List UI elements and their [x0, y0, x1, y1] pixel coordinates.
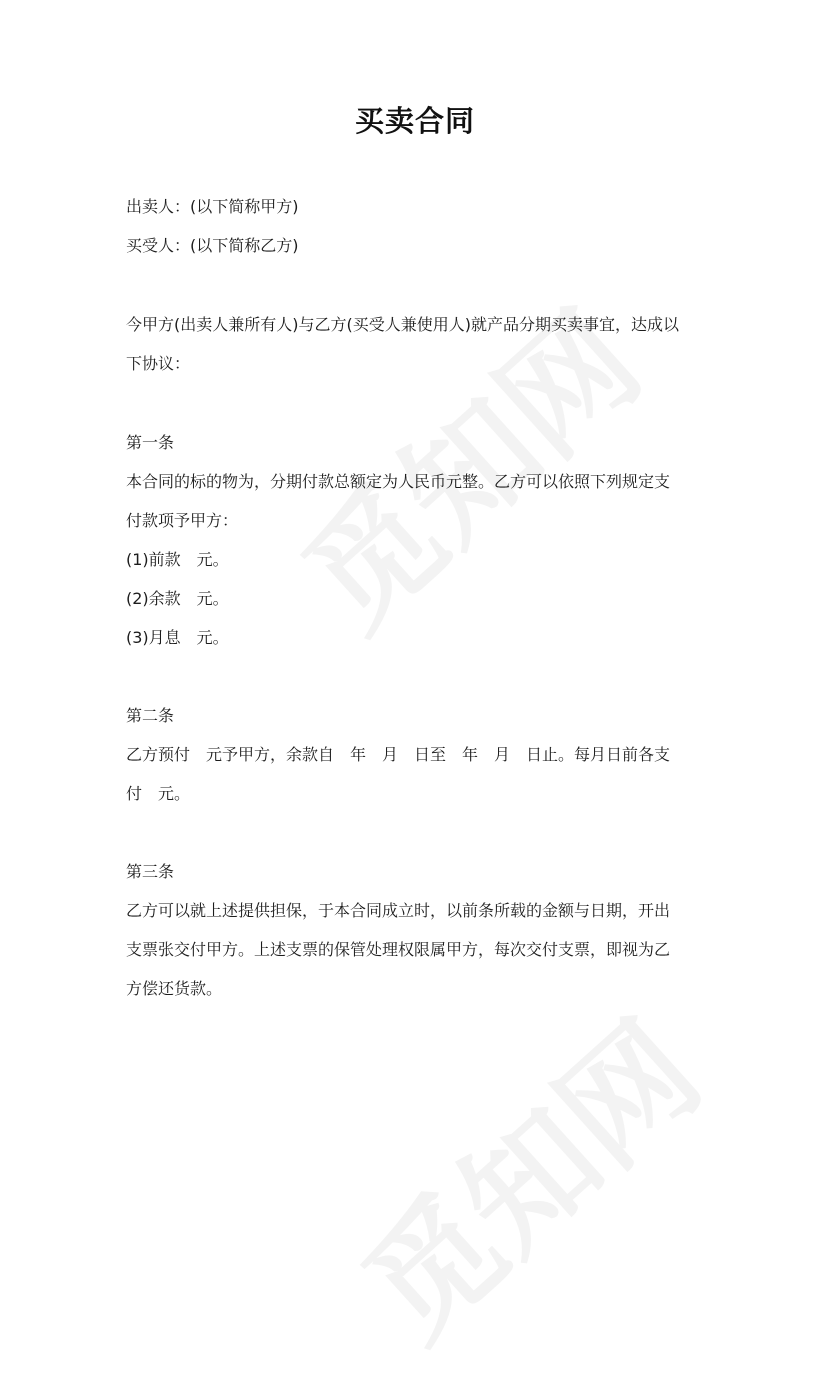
document-title: 买卖合同 [354, 104, 475, 138]
seller-line: 出卖人：(以下简称甲方) [126, 197, 299, 216]
article-heading: 第二条 [126, 706, 175, 725]
article-line: (2)余款 元。 [126, 589, 229, 608]
article-line: (3)月息 元。 [126, 628, 229, 647]
article-line: 乙方预付 元予甲方，余款自 年 月 日至 年 月 日止。每月日前各支 [126, 745, 671, 764]
article-heading: 第一条 [126, 433, 175, 452]
article-line: (1)前款 元。 [126, 550, 229, 569]
intro-line: 今甲方(出卖人兼所有人)与乙方(买受人兼使用人)就产品分期买卖事宜，达成以 [126, 315, 679, 334]
article-line: 方偿还货款。 [126, 979, 223, 998]
article-line: 付款项予甲方： [126, 511, 239, 530]
article-line: 支票张交付甲方。上述支票的保管处理权限属甲方，每次交付支票，即视为乙 [126, 940, 671, 959]
article-line: 乙方可以就上述提供担保，于本合同成立时，以前条所载的金额与日期，开出 [126, 901, 671, 920]
buyer-line: 买受人：(以下简称乙方) [126, 236, 299, 255]
article-heading: 第三条 [126, 862, 175, 881]
article-line: 付 元。 [126, 784, 191, 803]
watermark [318, 974, 733, 1373]
article-line: 本合同的标的物为，分期付款总额定为人民币元整。乙方可以依照下列规定支 [126, 472, 671, 491]
intro-line: 下协议： [126, 354, 191, 373]
